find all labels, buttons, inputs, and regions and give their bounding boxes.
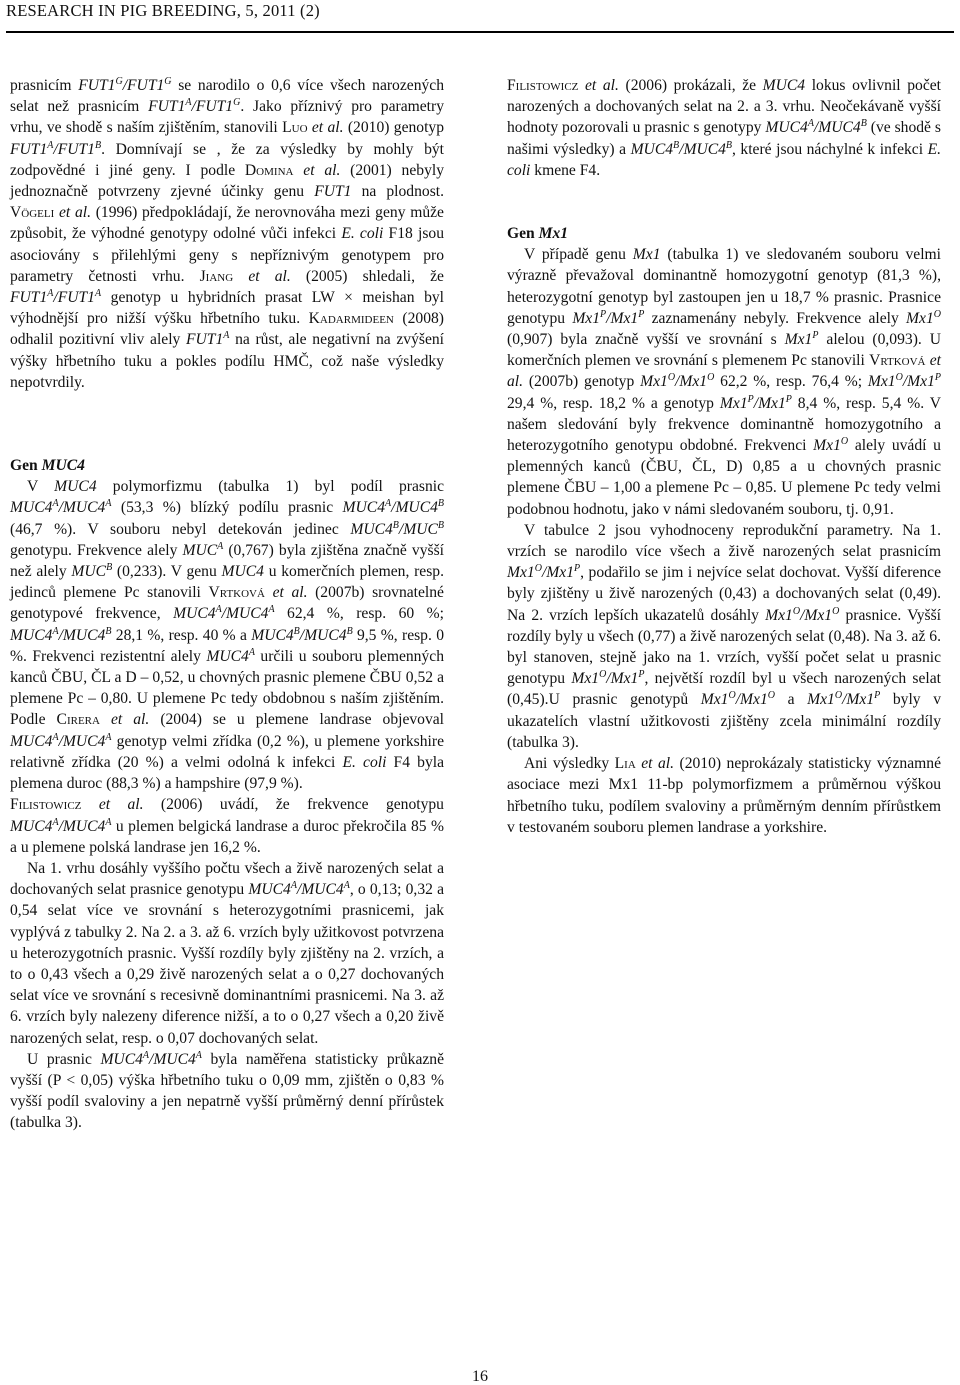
heading-gen-muc4: Gen MUC4 [10, 457, 85, 475]
heading-gen-mx1: Gen Mx1 [507, 225, 569, 243]
running-head: RESEARCH IN PIG BREEDING, 5, 2011 (2) [6, 0, 954, 33]
right-para-2: V případě genu Mx1 (tabulka 1) ve sledovaném souboru velmi výrazně převažoval dominantně homozygotní genotyp (81,3 %), heterozygotní genotyp byl zastoupen jen u 18,7 % prasnic. Prasnice genotypu $Mx1^P/Mx1^P$ zaznamenány nebyly. Frekvence alely $Mx1^O$ (0,907) byla značně vyšší ve srovnání s $Mx1^P$ alelou (0,093). U komerčních plemen ve srovnání s plemenem Pc stanovili Vrtková et al. (2007b) genotyp $Mx1^O/Mx1^O$ 62,2 %, resp. 76,4 %; $Mx1^O/Mx1^P$ 29,4 %, resp. 18,2 % a genotyp $Mx1^P/Mx1^P$ 8,4 %, resp. 5,4 %. V našem sledování byly frekvence dominantně homozygotního a heterozygotního genotypu obdobné. Frekvenci $Mx1^O$ alely uvádí u plemenných kanců (ČBU, ČL, D) 0,85 a u chovných prasnic plemene ČBU – 1,00 a plemene Pc – 0,85. U plemene Pc tedy velmi podobnou hodnotu, jako v námi sledovaném souboru, tj. 0,91. [507, 246, 941, 518]
left-column [10, 75, 444, 1134]
right-column [507, 75, 941, 838]
left-para-4: Na 1. vrhu dosáhly vyššího počtu všech a živě narozených selat a dochovaných selat prasnice genotypu $MUC4^A/MUC4^A$, o 0,13; 0,32 a 0,54 selat více ve srovnání s heterozygotními prasnicemi, jak vyplývá z tabulky 2. Na 2. a 3. až 6. vrzích byly užitkovost potvrzena u heterozygotních prasnic. Vyšší rozdíly byly zjištěny na 2. vrzích, a to o 0,43 všech a 0,29 živě narozených selat a o 0,27 dochovaných selat více ve srovnání s recesivně dominantními prasnicemi. Na 3. až 6. vrzích byly nalezeny diference nižší, a to o 0,27 všech a 0,20 živě narozených selat, resp. o 0,07 dochovaných selat. [10, 859, 444, 1047]
page-number: 16 [472, 1368, 488, 1385]
right-para-4: Ani výsledky Lia et al. (2010) neprokázaly statisticky významné asociace mezi Mx1 11-bp polymorfizmem a průměrnou výškou hřbetního tuku, podílem svaloviny a průměrným denním přírůstkem v testovaném souboru plemen landrase a yorkshire. [507, 755, 941, 836]
left-para-1: prasnicím $FUT1^G/FUT1^G$ se narodilo o 0,6 více všech narozených selat než prasnicím $FUT1^A/FUT1^G$. Jako příznivý pro parametry vrhu, ve shodě s naším zjištěním, stanovili Luo et al. (2010) genotyp $FUT1^A/FUT1^B$. Domnívají se , že za výsledky by mohly být zodpovědné i jiné geny. I podle Domina et al. (2001) nebyly jednoznačně potvrzeny zjevné účinky genu FUT1 na plodnost. Vögeli et al. (1996) předpokládají, že nerovnováha mezi geny může způsobit, že výhodné genotypy odolné vůči infekci E. coli F18 jsou asociovány s přilehlými geny s nepříznivým genotypem pro parametry četnosti vrhu. Jiang et al. (2005) shledali, že $FUT1^A/FUT1^A$ genotyp u hybridních prasat LW × meishan byl výhodnější pro nižší výšku hřbetního tuku. Kadarmideen (2008) odhalil pozitivní vliv alely $FUT1^A$ na růst, ale negativní na zvýšení výšky hřbetního tuku a pokles podílu HMČ, což naše výsledky nepotvrdily. [10, 75, 445, 391]
right-para-1: Filistowicz et al. (2006) prokázali, že MUC4 lokus ovlivnil počet narozených a dochovaných selat na 2. a 3. vrhu. Neočekávaně vyšší hodnoty pozorovali u prasnic s genotypy $MUC4^A/MUC4^B$ (ve shodě s našimi výsledky) a $MUC4^B/MUC4^B$, které jsou náchylné k infekci E. coli kmene F4. [507, 77, 941, 179]
left-para-3: Filistowicz et al. (2006) uvádí, že frekvence genotypu $MUC4^A/MUC4^A$ u plemen belgická landrase a duroc překročila 85 % a u plemene polská landrase jen 16,2 %. [10, 796, 444, 856]
left-para-5: U prasnic $MUC4^A/MUC4^A$ byla naměřena statisticky průkazně vyšší (P < 0,05) výška hřbetního tuku o 0,09 mm, zjištěn o 0,83 % vyšší podíl svaloviny a jen nepatrně vyšší průměrný denní přírůstek (tabulka 3). [10, 1049, 444, 1132]
right-para-3: V tabulce 2 jsou vyhodnoceny reprodukční parametry. Na 1. vrzích se narodilo více všech a živě narozených selat prasnicím $Mx1^O/Mx1^P$, podařilo se jim i nejvíce selat dochovat. Vyšší diference byly zjištěny u živě narozených (0,43) a dochovaných selat (0,49). Na 2. vrzích lepších ukazatelů dosáhly $Mx1^O/Mx1^O$ prasnice. Vyšší rozdíly byly u všech (0,77) a živě narozených selat (0,48). Na 3. až 6. byl stanoven, stejně jako na 1. vrzích, vyšší počet selat u prasnic genotypu $Mx1^O/Mx1^P$, největší rozdíl byl u všech narozených selat (0,45).U prasnic genotypů $Mx1^O/Mx1^O$ a $Mx1^O/Mx1^P$ byly v ukazatelích vlastní užitkovosti zjištěny zcela minimální rozdíly (tabulka 3). [507, 521, 941, 751]
left-para-2: V MUC4 polymorfizmu (tabulka 1) byl podíl prasnic $MUC4^A/MUC4^A$ (53,3 %) blízký podílu prasnic $MUC4^A/MUC4^B$ (46,7 %). V souboru nebyl detekován jedinec $MUC4^B/MUC^B$ genotypu. Frekvence alely $MUC^A$ (0,767) byla zjištěna značně vyšší než alely $MUC^B$ (0,233). V genu MUC4 u komerčních plemen, resp. jedinců plemene Pc stanovili Vrtková et al. (2007b) srovnatelné genotypové frekvence, $MUC4^A/MUC4^A$ 62,4 %, resp. 60 %; $MUC4^A/MUC4^B$ 28,1 %, resp. 40 % a $MUC4^B/MUC4^B$ 9,5 %, resp. 0 %. Frekvenci rezistentní alely $MUC4^A$ určili u souboru plemenných kanců ČBU, ČL a D – 0,52, u chovných prasnic plemene ČBU 0,52 a plemene Pc – 0,80. U plemene Pc tedy obdobnou s naším zjištěním. Podle Cirera et al. (2004) se u plemene landrase objevoval $MUC4^A/MUC4^A$ genotyp velmi zřídka (0,2 %), u plemene yorkshire relativně zřídka (20 %) a velmi odolná k infekci E. coli F4 byla plemena duroc (88,3 %) a hampshire (97,9 %). [10, 478, 445, 793]
